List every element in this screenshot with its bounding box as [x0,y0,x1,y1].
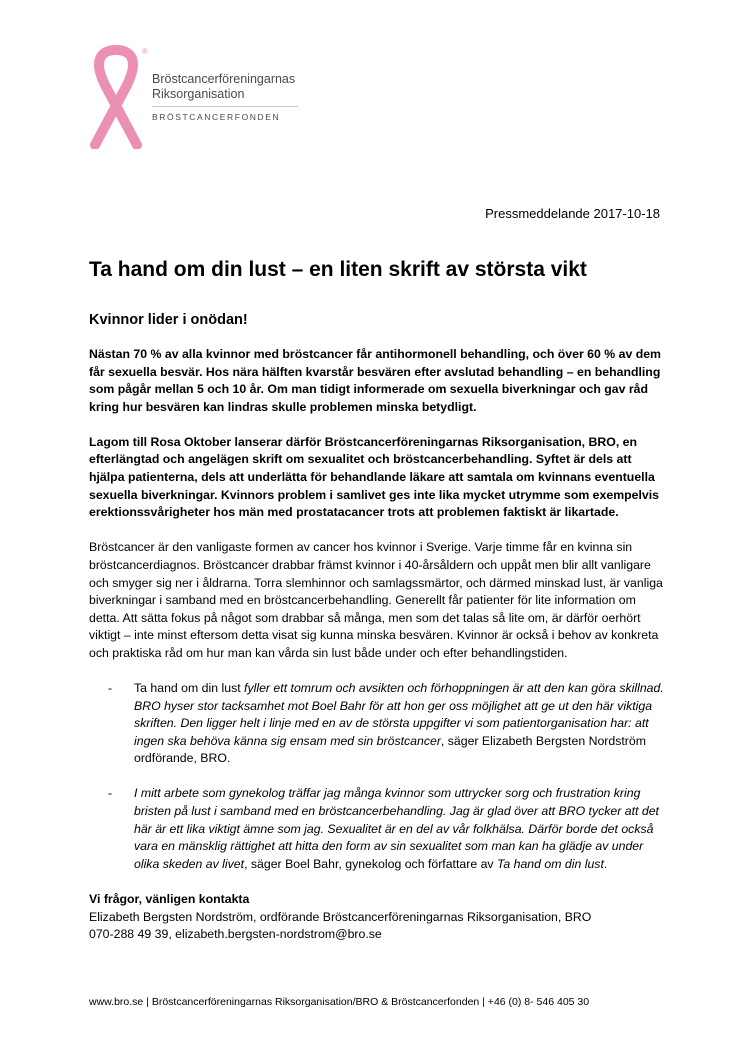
org-name-line2: Riksorganisation [152,87,245,101]
quote-1 [89,680,664,768]
quote-dash: - [108,786,113,801]
registered-mark: ® [142,47,148,56]
org-name [152,72,295,102]
quote-end: . [603,856,608,871]
contact-details: 070-288 49 39, elizabeth.bergsten-nordstrom@bro.se [89,927,382,942]
book-title: Ta hand om din lust [134,681,241,695]
lead-paragraph-1: Nästan 70 % av alla kvinnor med bröstcancer får antihormonell behandling, och över 60 % av dem får sexuella besvär. Hos nära hälften kvarstår besvären efter avslutad behandling – en behandling som pågår mellan 5 och 10 år. Om man tidigt informerade om sexuella biverkningar och gav råd kring hur besvären kan lindras skulle problemen minska betydligt. [89,347,661,414]
book-title: Ta hand om din lust [496,856,604,871]
contact-heading: Vi frågor, vänligen kontakta [89,891,250,906]
press-release-body [89,257,664,944]
headline: Ta hand om din lust – en liten skrift av största vikt [89,258,587,281]
logo-divider [152,106,298,107]
body-paragraph: Bröstcancer är den vanligaste formen av cancer hos kvinnor i Sverige. Varje timme får en kvinna sin bröstcancerdiagnos. Bröstcancer drabbar främst kvinnor i 40-årsåldern och uppåt men blir allt vanligare och smyger sig ner i åldrarna. Torra slemhinnor och samlagssmärtor, och därmed minskad lust, är vanliga biverkningar i samband med en bröstcancerbehandling. Generellt får patienter för lite information om detta. Att sätta fokus på något som drabbar så många, men som det talas så lite om, är därför oerhört viktigt – inte minst eftersom detta visat sig kunna minska besvären. Kvinnor är också i behov av konkreta och praktiska råd om hur man kan vårda sin lust både under och efter behandlingstiden. [89,540,663,660]
fund-name: BRÖSTCANCERFONDEN [152,112,281,122]
quote-text: I mitt arbete som gynekolog träffar jag många kvinnor som uttrycker sorg och frustration kring bristen på lust i samband med en bröstcancerbehandling. Jag är glad över att BRO tycker att det här är ett lika viktigt ämne som jag. Sexualitet är en del av vår folkhälsa. Därför borde det också vara en mänsklig rättighet att hitta den form av sin sexualitet som man kan ha glädje av under olika skeden av livet [134,786,659,871]
quote-2 [89,785,664,873]
logo [86,45,316,155]
contact-block [89,891,664,944]
lead-paragraph-2: Lagom till Rosa Oktober lanserar därför Bröstcancerföreningarnas Riksorganisation, BRO, en efterlängtad och angelägen skrift om sexualitet och bröstcancerbehandling. Syftet är dels att hjälpa patienterna, dels att underlätta för behandlande läkare att samtala om kvinnans eventuella sexuella biverkningar. Kvinnors problem i samlivet ges inte lika mycket utrymme som exempelvis erektionssvårigheter hos män med prostatacancer trots att problemen faktiskt är likartade. [89,434,659,520]
quote-dash: - [108,681,113,695]
subheading: Kvinnor lider i onödan! [89,312,248,328]
contact-person: Elizabeth Bergsten Nordström, ordförande Bröstcancerföreningarnas Riksorganisation, BRO [89,909,592,924]
footer: www.bro.se | Bröstcancerföreningarnas Riksorganisation/BRO & Bröstcancerfonden | +46 (0) 8- 546 405 30 [89,996,590,1008]
quote-text: fyller ett tomrum och avsikten och förhoppningen är att den kan göra skillnad. BRO hyser stor tacksamhet mot Boel Bahr för att hon ger oss möjlighet att ge ut den här viktiga skriften. Den ligger helt i linje med en av de största uppgifter vi som patientorganisation har: att ingen ska behöva känna sig ensam med sin bröstcancer [134,681,664,748]
press-release-date: Pressmeddelande 2017-10-18 [485,206,660,221]
org-name-line1: Bröstcancerföreningarnas [152,72,296,86]
quote-attribution: , säger Elizabeth Bergsten Nordström ordförande, BRO. [134,733,646,766]
pink-ribbon-icon [86,45,146,149]
quote-attribution: , säger Boel Bahr, gynekolog och författare av [244,856,497,871]
